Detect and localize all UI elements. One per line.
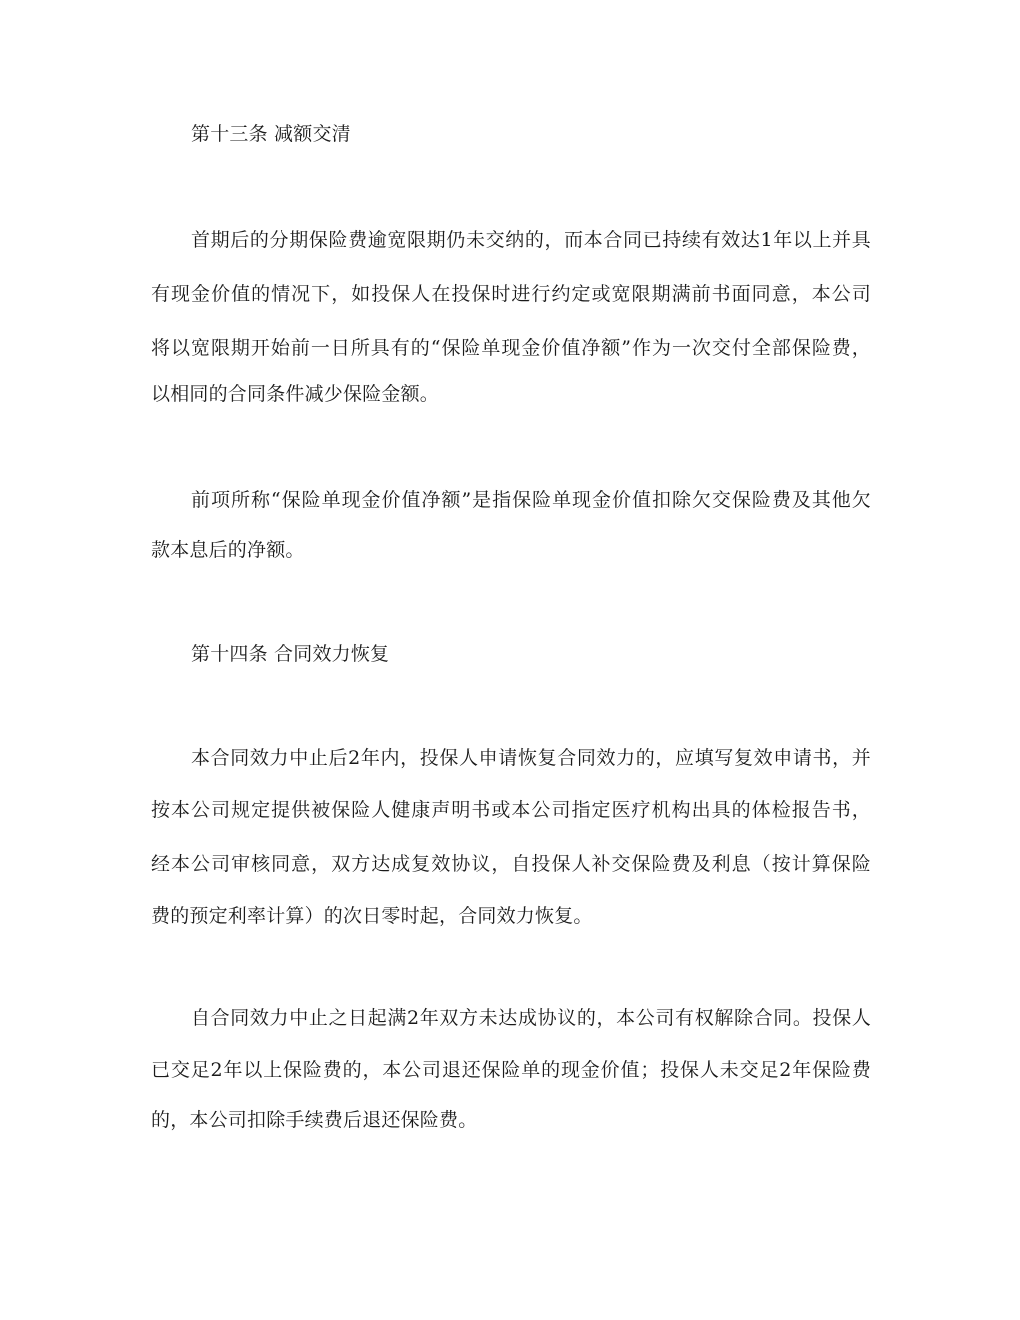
section-13-para-1-line-4: 以相同的合同条件减少保险金额。 bbox=[151, 383, 440, 405]
section-13-para-2-line-1: 前项所称“保险单现金价值净额”是指保险单现金价值扣除欠交保险费及其他欠 bbox=[191, 489, 871, 511]
section-14-para-1-line-2: 按本公司规定提供被保险人健康声明书或本公司指定医疗机构出具的体检报告书， bbox=[151, 799, 871, 821]
section-13-para-1-line-3: 将以宽限期开始前一日所具有的“保险单现金价值净额”作为一次交付全部保险费， bbox=[151, 337, 871, 359]
section-13-para-1-line-2: 有现金价值的情况下，如投保人在投保时进行约定或宽限期满前书面同意，本公司 bbox=[151, 283, 871, 305]
section-13-para-1-line-1: 首期后的分期保险费逾宽限期仍未交纳的，而本合同已持续有效达1年以上并具 bbox=[191, 229, 871, 251]
section-14-para-1-line-4: 费的预定利率计算）的次日零时起，合同效力恢复。 bbox=[151, 905, 593, 927]
section-14-para-2-line-1: 自合同效力中止之日起满2年双方未达成协议的，本公司有权解除合同。投保人 bbox=[191, 1007, 871, 1029]
section-14-heading: 第十四条 合同效力恢复 bbox=[191, 643, 390, 665]
section-13-heading: 第十三条 减额交清 bbox=[191, 123, 351, 145]
section-14-para-1-line-1: 本合同效力中止后2年内，投保人申请恢复合同效力的，应填写复效申请书，并 bbox=[191, 747, 871, 769]
section-14-para-1-line-3: 经本公司审核同意，双方达成复效协议，自投保人补交保险费及利息（按计算保险 bbox=[151, 853, 871, 875]
section-14-para-2-line-3: 的，本公司扣除手续费后退还保险费。 bbox=[151, 1109, 478, 1131]
section-14-para-2-line-2: 已交足2年以上保险费的，本公司退还保险单的现金价值；投保人未交足2年保险费 bbox=[151, 1059, 871, 1081]
section-13-para-2-line-2: 款本息后的净额。 bbox=[151, 539, 305, 561]
